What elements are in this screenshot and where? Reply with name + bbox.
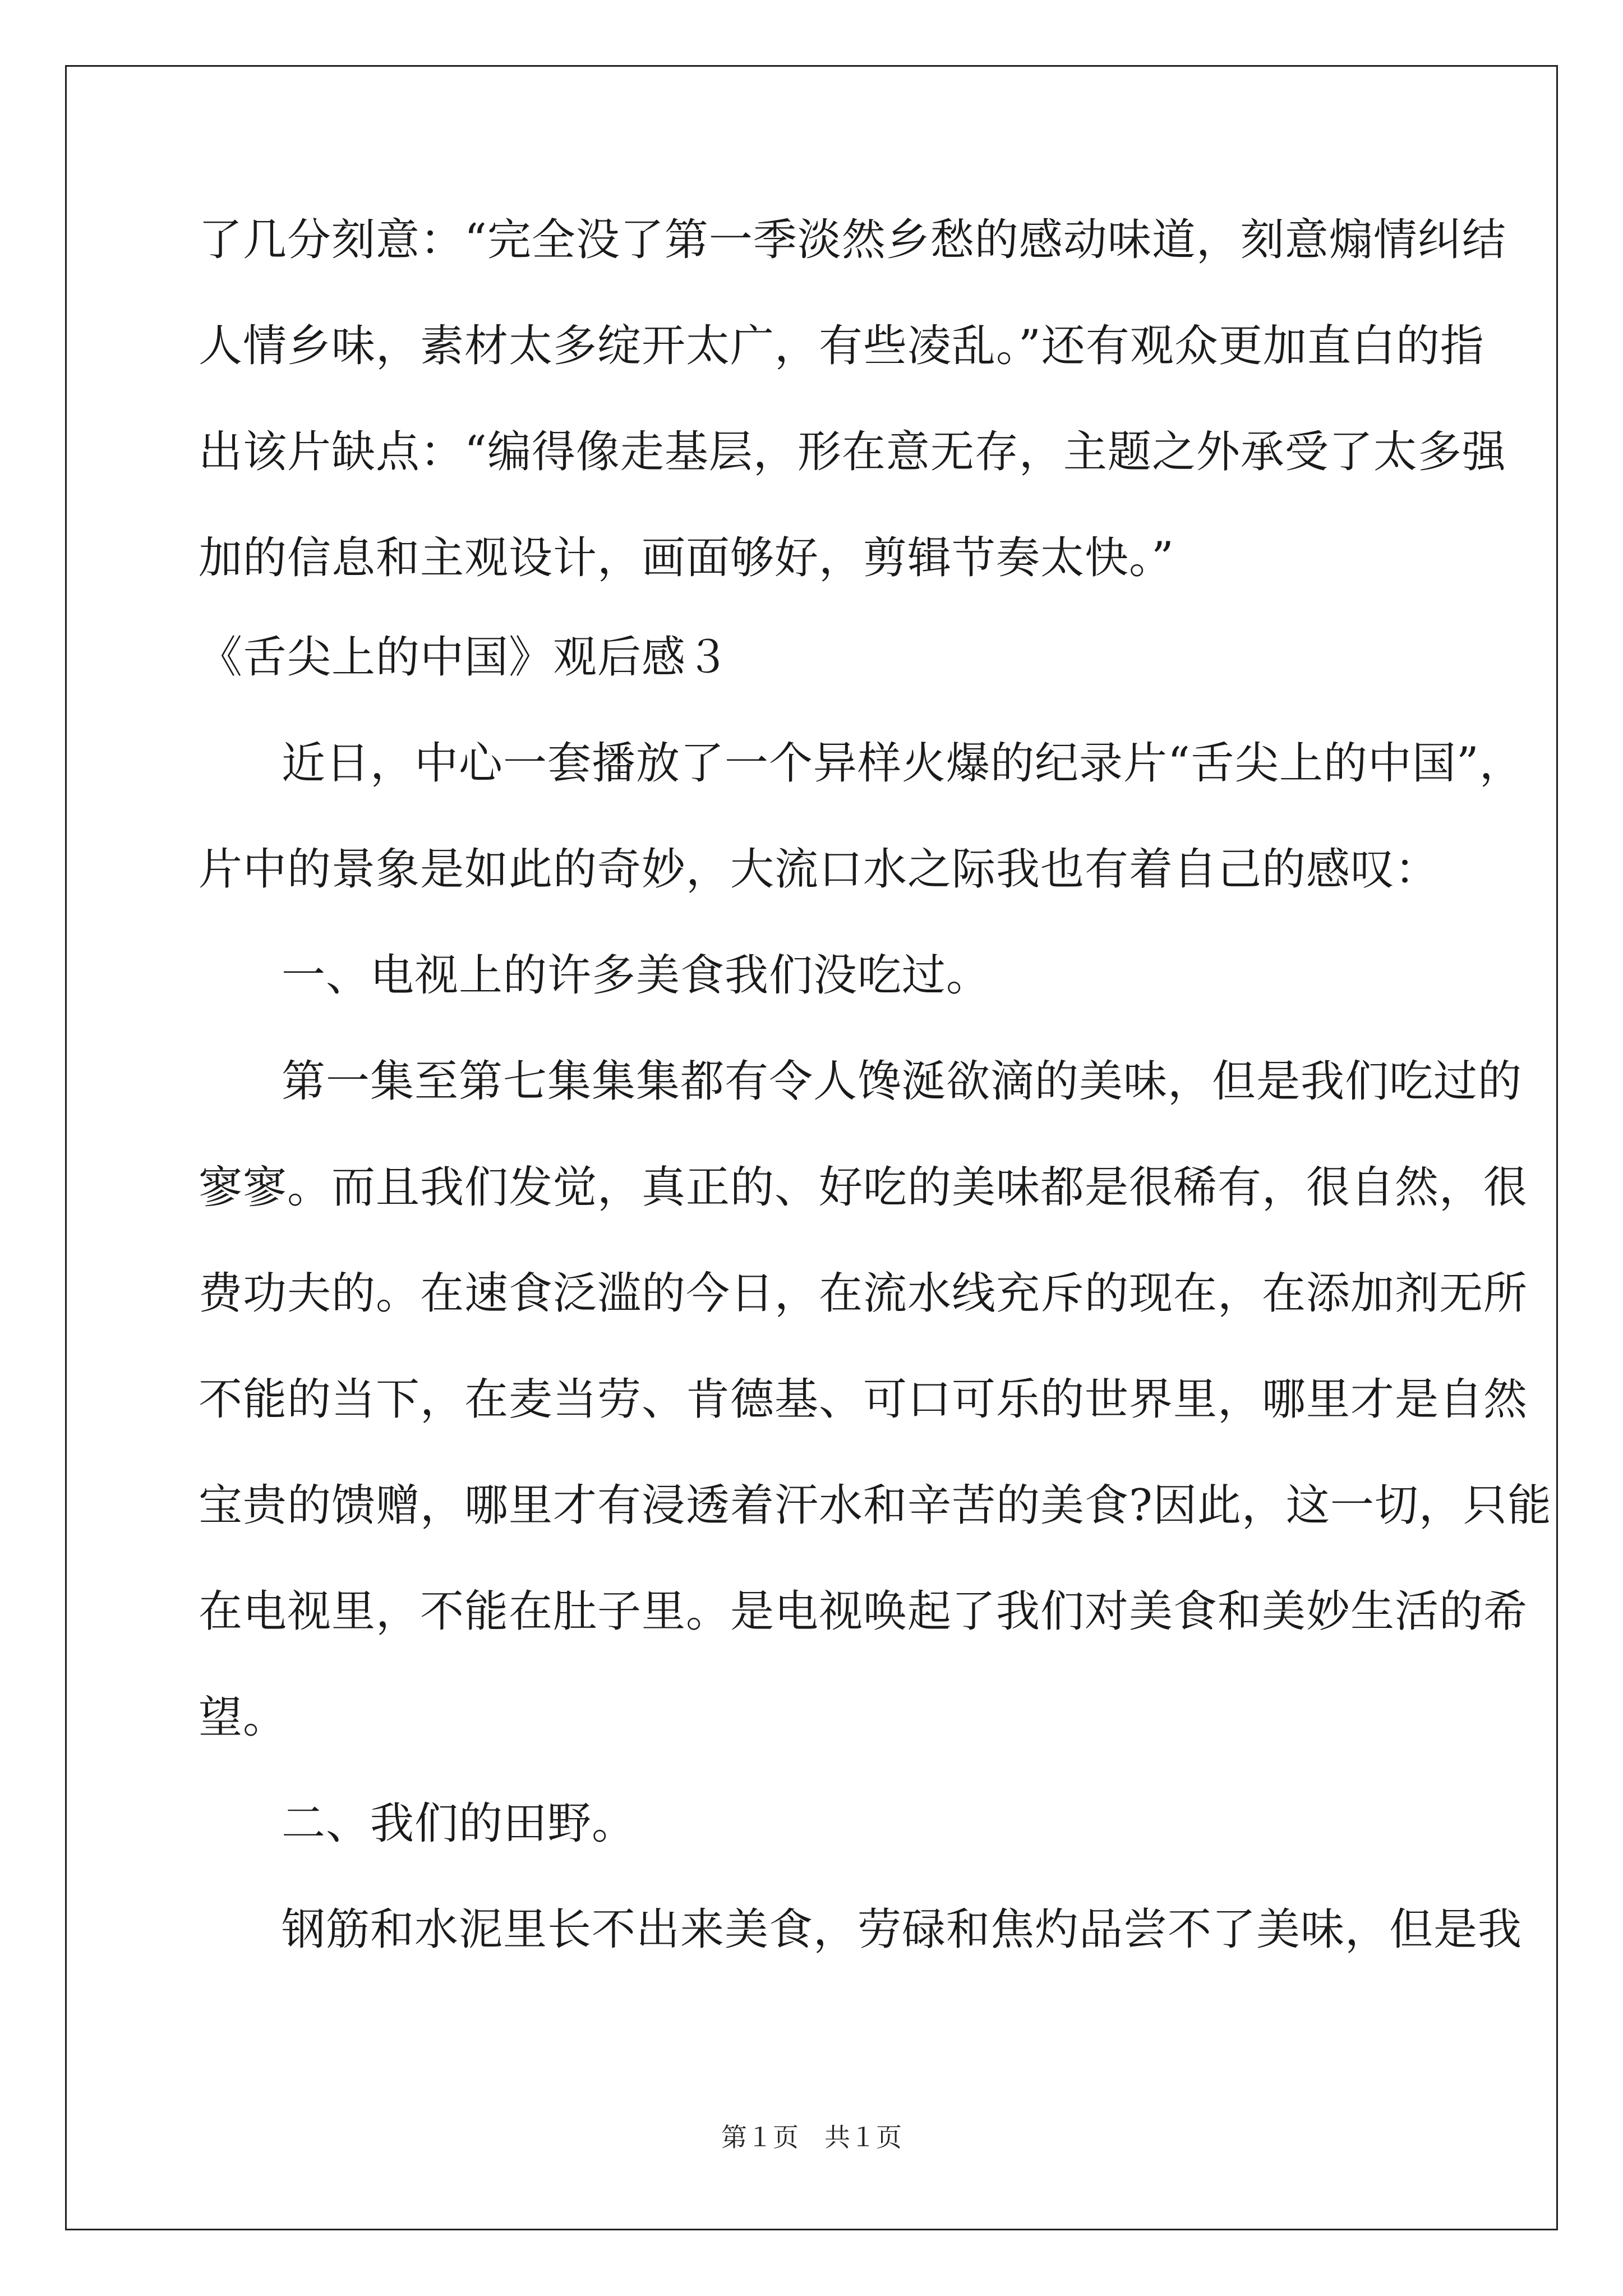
- text-line: 不能的当下，在麦当劳、肯德基、可口可乐的世界里，哪里才是自然: [199, 1374, 1528, 1425]
- page-number-footer: 第１页 共１页: [721, 2122, 902, 2152]
- paragraph-first-line: 钢筋和水泥里长不出来美食，劳碌和焦灼品尝不了美味，但是我: [282, 1904, 1523, 1955]
- text-line: 人情乡味，素材太多绽开太广，有些凌乱。”还有观众更加直白的指: [199, 321, 1484, 371]
- text-line: 片中的景象是如此的奇妙，大流口水之际我也有着自己的感叹：: [199, 844, 1440, 895]
- paragraph-first-line: 近日，中心一套播放了一个异样火爆的纪录片“舌尖上的中国”，: [282, 738, 1524, 789]
- text-line: 费功夫的。在速食泛滥的今日，在流水线充斥的现在，在添加剂无所: [199, 1268, 1528, 1319]
- text-line: 在电视里，不能在肚子里。是电视唤起了我们对美食和美妙生活的希: [199, 1586, 1528, 1637]
- text-line: 出该片缺点：“编得像走基层，形在意无存，主题之外承受了太多强: [199, 427, 1506, 477]
- section-heading: 《舌尖上的中国》观后感３: [199, 632, 731, 683]
- paragraph-first-line: 第一集至第七集集集都有令人馋涎欲滴的美味，但是我们吃过的: [282, 1056, 1523, 1107]
- text-line: 寥寥。而且我们发觉，真正的、好吃的美味都是很稀有，很自然，很: [199, 1162, 1528, 1213]
- text-line: 望。: [199, 1692, 288, 1743]
- text-line: 了几分刻意：“完全没了第一季淡然乡愁的感动味道，刻意煽情纠结: [199, 215, 1506, 265]
- paragraph-first-line: 二、我们的田野。: [282, 1798, 637, 1849]
- paragraph-first-line: 一、电视上的许多美食我们没吃过。: [282, 950, 991, 1001]
- text-line: 加的信息和主观设计，画面够好，剪辑节奏太快。”: [199, 533, 1174, 583]
- text-line: 宝贵的馈赠，哪里才有浸透着汗水和辛苦的美食?因此，这一切，只能: [199, 1480, 1552, 1531]
